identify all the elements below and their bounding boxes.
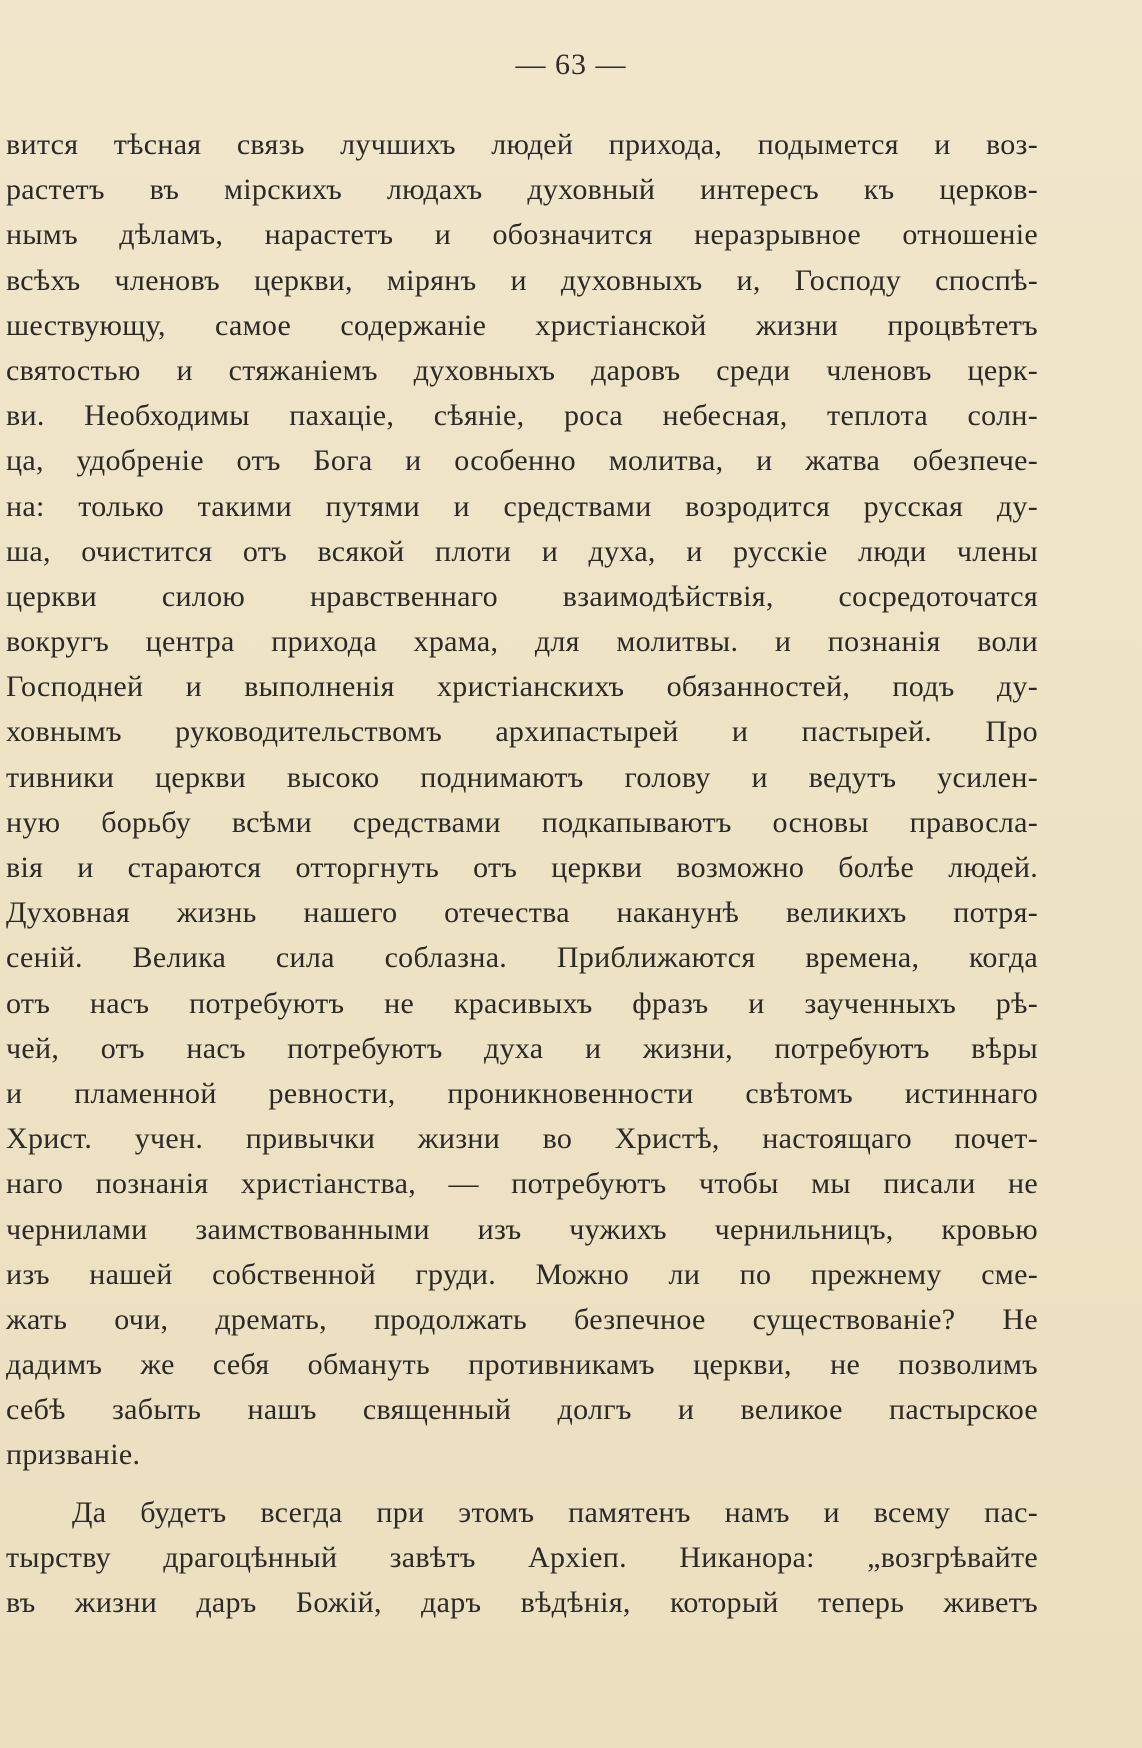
body-text (6, 122, 1038, 1625)
text-line: на: только такими путями и средствами возродится русская ду- (6, 489, 1038, 523)
text-line: ную борьбу всѣми средствами подкапываютъ основы правосла- (6, 805, 1038, 839)
text-line: вокругъ центра прихода храма, для молитвы. и познанія воли (6, 625, 1038, 659)
text-line: всѣхъ членовъ церкви, мірянъ и духовныхъ и, Господу споспѣ- (6, 263, 1038, 297)
paragraph-end-line: призваніе. (6, 1438, 141, 1472)
text-line: отъ насъ потребуютъ не красивыхъ фразъ и заученныхъ рѣ- (6, 986, 1038, 1020)
paragraph-start-line: Да будетъ всегда при этомъ памятенъ намъ и всему пас- (72, 1495, 1038, 1529)
text-line: ви. Необходимы пахаціе, сѣяніе, роса небесная, теплота солн- (6, 399, 1038, 433)
text-line: себѣ забыть нашъ священный долгъ и великое пастырское (6, 1393, 1038, 1427)
text-line: въ жизни даръ Божій, даръ вѣдѣнія, который теперь живетъ (6, 1586, 1038, 1619)
text-line: нымъ дѣламъ, нарастетъ и обозначится неразрывное отношеніе (6, 218, 1038, 252)
text-line: тивники церкви высоко поднимаютъ голову и ведутъ усилен- (6, 760, 1038, 794)
text-line: сеній. Велика сила соблазна. Приближаются времена, когда (6, 941, 1038, 975)
text-line: тырству драгоцѣнный завѣтъ Архіеп. Никанора: „возгрѣвайте (6, 1540, 1038, 1574)
text-line: ша, очистится отъ всякой плоти и духа, и русскіе люди члены (6, 534, 1038, 568)
text-line: церкви силою нравственнаго взаимодѣйствія, сосредоточатся (6, 579, 1038, 613)
text-line: ховнымъ руководительствомъ архипастырей и пастырей. Про (6, 715, 1038, 749)
text-line: святостью и стяжаніемъ духовныхъ даровъ среди членовъ церк- (6, 353, 1038, 387)
text-line: шествующу, самое содержаніе христіанской жизни процвѣтетъ (6, 308, 1038, 342)
text-line: чернилами заимствованными изъ чужихъ чернильницъ, кровью (6, 1212, 1038, 1246)
text-line: Господней и выполненія христіанскихъ обязанностей, подъ ду- (6, 670, 1038, 704)
text-line: дадимъ же себя обмануть противникамъ церкви, не позволимъ (6, 1348, 1038, 1382)
text-line: чей, отъ насъ потребуютъ духа и жизни, потребуютъ вѣры (6, 1031, 1038, 1065)
text-line: вія и стараются отторгнуть отъ церкви возможно болѣе людей. (6, 851, 1038, 884)
text-line: ца, удобреніе отъ Бога и особенно молитва, и жатва обезпече- (6, 444, 1038, 478)
text-line: и пламенной ревности, проникновенности свѣтомъ истиннаго (6, 1076, 1038, 1110)
text-line: Христ. учен. привычки жизни во Христѣ, настоящаго почет- (6, 1122, 1038, 1156)
text-line: растетъ въ мірскихъ людахъ духовный интересъ къ церков- (6, 173, 1038, 207)
text-line: наго познанія христіанства, — потребуютъ чтобы мы писали не (6, 1167, 1038, 1201)
text-line: Духовная жизнь нашего отечества наканунѣ великихъ потря- (6, 896, 1038, 930)
text-line: жать очи, дремать, продолжать безпечное существованіе? Не (6, 1302, 1038, 1336)
text-line: вится тѣсная связь лучшихъ людей прихода, подымется и воз- (6, 128, 1038, 161)
page-number: — 63 — (515, 48, 627, 81)
text-line: изъ нашей собственной груди. Можно ли по прежнему сме- (6, 1257, 1038, 1291)
